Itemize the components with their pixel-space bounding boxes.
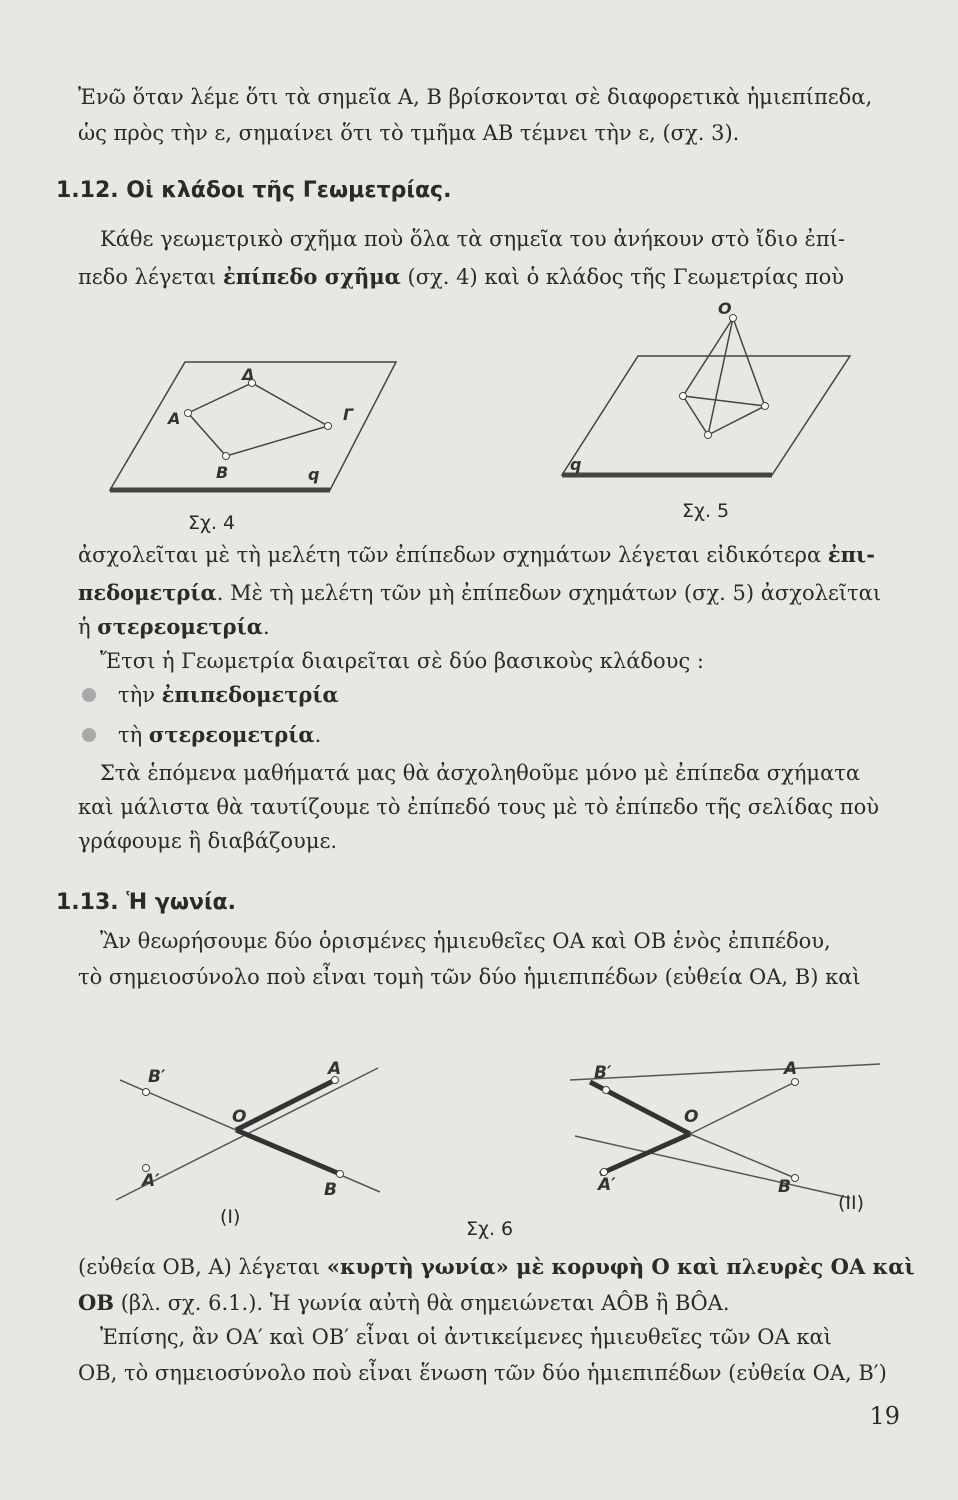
para2-line2 [78, 262, 893, 292]
section-heading-1-13: 1.13. Ἡ γωνία. [56, 890, 237, 915]
fig6-I-label-A: Α [328, 1059, 342, 1079]
bullet-1-prefix: τὴν [118, 683, 162, 707]
para3-line1 [78, 540, 893, 570]
fig4-quadrilateral [188, 383, 328, 456]
para3-text-b: . Μὲ τὴ μελέτη τῶν μὴ ἐπίπεδων σχημάτων (σχ. 5) ἀσχολεῖται [216, 581, 882, 605]
para3-line4: Ἔτσι ἡ Γεωμετρία διαιρεῖται σὲ δύο βασικοὺς κλάδους : [100, 649, 704, 673]
figure-4-plane-figure [100, 350, 410, 530]
figure-5-solid-figure [550, 300, 870, 500]
para3-text-3c: . [262, 615, 270, 639]
para4-line2: καὶ μάλιστα θὰ ταυτίζουμε τὸ ἐπίπεδό τους μὲ τὸ ἐπίπεδο τῆς σελίδας ποὺ [78, 795, 879, 819]
fig6-II-label-O: Ο [684, 1107, 699, 1127]
fig6-II-label-A: Α [784, 1059, 798, 1079]
term-epipedometria-part2: πεδομετρία [78, 580, 217, 605]
para3-line3 [78, 612, 893, 642]
bullet-dot-2 [82, 728, 96, 742]
fig4-label-D: Δ [242, 365, 255, 384]
fig6-label-I: (I) [220, 1206, 241, 1228]
term-OB: ΟΒ [78, 1290, 115, 1315]
para6-text-1a: (εὐθεία ΟΒ, Α) λέγεται [78, 1255, 327, 1279]
fig4-label-B: Β [216, 463, 229, 482]
bullet-item-1 [118, 680, 933, 710]
bullet-dot-1 [82, 688, 96, 702]
bullet-item-2 [118, 720, 933, 750]
fig4-caption: Σχ. 4 [188, 512, 236, 534]
bullet-2-term: στερεομετρία [148, 722, 315, 747]
fig6-I-label-B: Β [324, 1180, 337, 1200]
fig6-caption: Σχ. 6 [466, 1218, 514, 1240]
fig4-label-A: Α [168, 409, 181, 428]
para6-line1 [78, 1252, 915, 1282]
bullet-2-suffix: . [314, 723, 322, 747]
para2-text-a: πεδο λέγεται [78, 265, 223, 289]
fig6-label-II: (II) [838, 1192, 865, 1214]
fig6-II-label-B1: Β′ [594, 1063, 612, 1083]
para3-line2 [78, 578, 893, 608]
para6-text-2b: (βλ. σχ. 6.1.). Ἡ γωνία αὐτὴ θὰ σημειώνεται ΑÔΒ ἢ ΒÔΑ. [114, 1291, 730, 1315]
fig5-plane [562, 356, 850, 475]
para5-line2: τὸ σημειοσύνολο ποὺ εἶναι τομὴ τῶν δύο ἡμιεπιπέδων (εὐθεία ΟΑ, Β) καὶ [78, 965, 861, 989]
para1-line1: Ἐνῶ ὅταν λέμε ὅτι τὰ σημεῖα Α, Β βρίσκονται σὲ διαφορετικὰ ἡμιεπίπεδα, [78, 85, 873, 109]
fig6-II-label-A1: Α′ [598, 1175, 616, 1195]
fig6-I-label-O: Ο [232, 1107, 247, 1127]
para3-text-3a: ἡ [78, 615, 98, 639]
section-heading-1-12: 1.12. Οἱ κλάδοι τῆς Γεωμετρίας. [56, 178, 452, 203]
term-epipedo-schima: ἐπίπεδο σχῆμα [222, 264, 401, 289]
para6-line3: Ἐπίσης, ἂν ΟΑ′ καὶ ΟΒ′ εἶναι οἱ ἀντικείμενες ἡμιευθεῖες τῶν ΟΑ καὶ [100, 1325, 832, 1349]
term-stereometria: στερεομετρία [97, 614, 263, 639]
figure-6-angles [60, 1050, 900, 1240]
para2-text-c: (σχ. 4) καὶ ὁ κλάδος τῆς Γεωμετρίας ποὺ [400, 265, 844, 289]
bullet-1-term: ἐπιπεδομετρία [161, 682, 339, 707]
fig6-I-label-A1: Α′ [142, 1171, 160, 1191]
fig4-label-q: q [308, 465, 320, 484]
para5-line1: Ἂν θεωρήσουμε δύο ὁρισμένες ἡμιευθεῖες ΟΑ καὶ ΟΒ ἑνὸς ἐπιπέδου, [100, 929, 831, 953]
fig4-label-G: Γ [343, 405, 354, 424]
term-epipedometria-part1: ἐπι- [827, 542, 875, 567]
para4-line3: γράφουμε ἢ διαβάζουμε. [78, 829, 338, 853]
para2-line1: Κάθε γεωμετρικὸ σχῆμα ποὺ ὅλα τὰ σημεῖα του ἀνήκουν στὸ ἴδιο ἐπί- [100, 227, 845, 251]
fig5-label-O: Ο [718, 300, 732, 318]
bullet-2-prefix: τὴ [118, 723, 149, 747]
para1-line2: ὡς πρὸς τὴν ε, σημαίνει ὅτι τὸ τμῆμα ΑΒ τέμνει τὴν ε, (σχ. 3). [78, 121, 740, 145]
fig5-label-q: q [570, 455, 582, 474]
fig6-II-label-B: Β [778, 1177, 791, 1197]
fig5-caption: Σχ. 5 [682, 500, 730, 522]
term-kyrti-gonia: «κυρτὴ γωνία» μὲ κορυφὴ Ο καὶ πλευρὲς ΟΑ καὶ [326, 1254, 915, 1279]
para4-line1: Στὰ ἑπόμενα μαθήματά μας θὰ ἀσχοληθοῦμε μόνο μὲ ἐπίπεδα σχήματα [100, 761, 861, 785]
fig6-I-label-B1: Β′ [148, 1067, 166, 1087]
para6-line4: ΟΒ, τὸ σημειοσύνολο ποὺ εἶναι ἕνωση τῶν δύο ἡμιεπιπέδων (εὐθεία ΟΑ, Β′) [78, 1361, 887, 1385]
para3-text-a: ἀσχολεῖται μὲ τὴ μελέτη τῶν ἐπίπεδων σχημάτων λέγεται εἰδικότερα [78, 543, 828, 567]
para6-line2 [78, 1288, 893, 1318]
page-number: 19 [869, 1402, 900, 1430]
